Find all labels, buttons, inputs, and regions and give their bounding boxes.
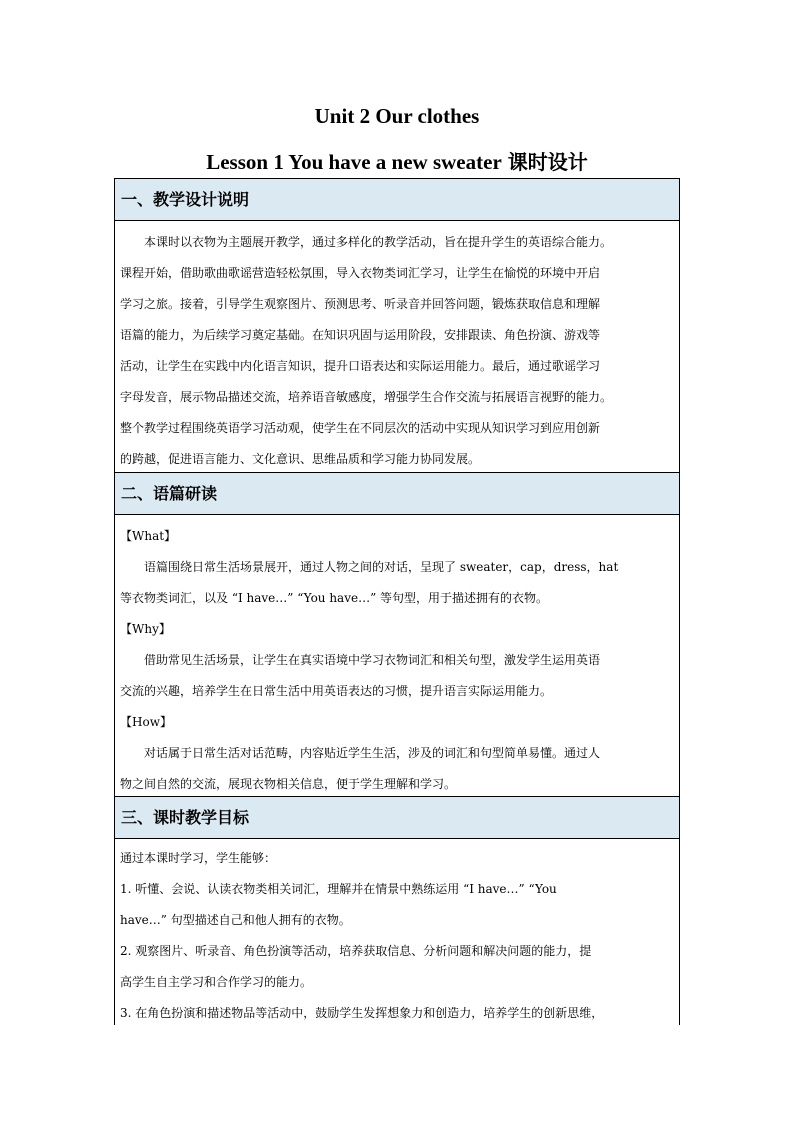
section-heading-objectives: 三、课时教学目标 [115, 797, 679, 839]
subtitle-chinese: 课时设计 [507, 150, 588, 174]
paragraph-line: 字母发音，展示物品描述交流，培养语音敏感度，增强学生合作交流与拓展语言视野的能力。 [120, 390, 613, 404]
paragraph-line: 的跨越，促进语言能力、文化意识、思维品质和学习能力协同发展。 [120, 452, 481, 466]
paragraph-line: 语篇的能力，为后续学习奠定基础。在知识巩固与运用阶段，安排跟读、角色扮演、游戏等 [120, 328, 601, 342]
why-tag: 【Why】 [120, 622, 171, 636]
what-line: 语篇围绕日常生活场景展开，通过人物之间的对话，呈现了 sweater，cap，dress，hat [144, 560, 619, 574]
paragraph-line: 本课时以衣物为主题展开教学，通过多样化的教学活动，旨在提升学生的英语综合能力。 [144, 235, 613, 249]
section-heading-design-notes: 一、教学设计说明 [115, 179, 679, 221]
paragraph-line: 整个教学过程围绕英语学习活动观，使学生在不同层次的活动中实现从知识学习到应用创新 [120, 421, 601, 435]
document-title: Unit 2 Our clothes [314, 104, 480, 128]
why-line: 交流的兴趣，培养学生在日常生活中用英语表达的习惯，提升语言实际运用能力。 [120, 684, 553, 698]
document-subtitle [0, 146, 794, 175]
objective-line: 3. 在角色扮演和描述物品等活动中，鼓励学生发挥想象力和创造力，培养学生的创新思维， [120, 1006, 604, 1020]
how-line: 物之间自然的交流，展现衣物相关信息，便于学生理解和学习。 [120, 777, 457, 791]
lesson-design-table [114, 178, 680, 1025]
objective-line: 通过本课时学习，学生能够： [120, 851, 277, 865]
section-body-text-analysis [115, 515, 679, 797]
objective-line: have…” 句型描述自己和他人拥有的衣物。 [120, 913, 351, 927]
how-line: 对话属于日常生活对话范畴，内容贴近学生生活，涉及的词汇和句型简单易懂。通过人 [144, 746, 601, 760]
section-body-objectives [115, 839, 679, 1025]
section-body-design-notes [115, 221, 679, 473]
paragraph-line: 学习之旅。接着，引导学生观察图片、预测思考、听录音并回答问题，锻炼获取信息和理解 [120, 297, 601, 311]
why-line: 借助常见生活场景，让学生在真实语境中学习衣物词汇和相关句型，激发学生运用英语 [144, 653, 601, 667]
objective-line: 高学生自主学习和合作学习的能力。 [120, 975, 313, 989]
subtitle-english: Lesson 1 You have a new sweater [206, 150, 502, 174]
objective-line: 2. 观察图片、听录音、角色扮演等活动，培养获取信息、分析问题和解决问题的能力，提 [120, 944, 592, 958]
paragraph-line: 课程开始，借助歌曲歌谣营造轻松氛围，导入衣物类词汇学习，让学生在愉悦的环境中开启 [120, 266, 601, 280]
section-heading-text-analysis: 二、语篇研读 [115, 473, 679, 515]
what-tag: 【What】 [120, 529, 177, 543]
paragraph-line: 活动，让学生在实践中内化语言知识，提升口语表达和实际运用能力。最后，通过歌谣学习 [120, 359, 601, 373]
what-line: 等衣物类词汇，以及 “I have…” “You have…” 等句型，用于描述拥有的衣物。 [120, 591, 549, 605]
objective-line: 1. 听懂、会说、认读衣物类相关词汇，理解并在情景中熟练运用 “I have…” “You [120, 882, 557, 896]
how-tag: 【How】 [120, 715, 172, 729]
